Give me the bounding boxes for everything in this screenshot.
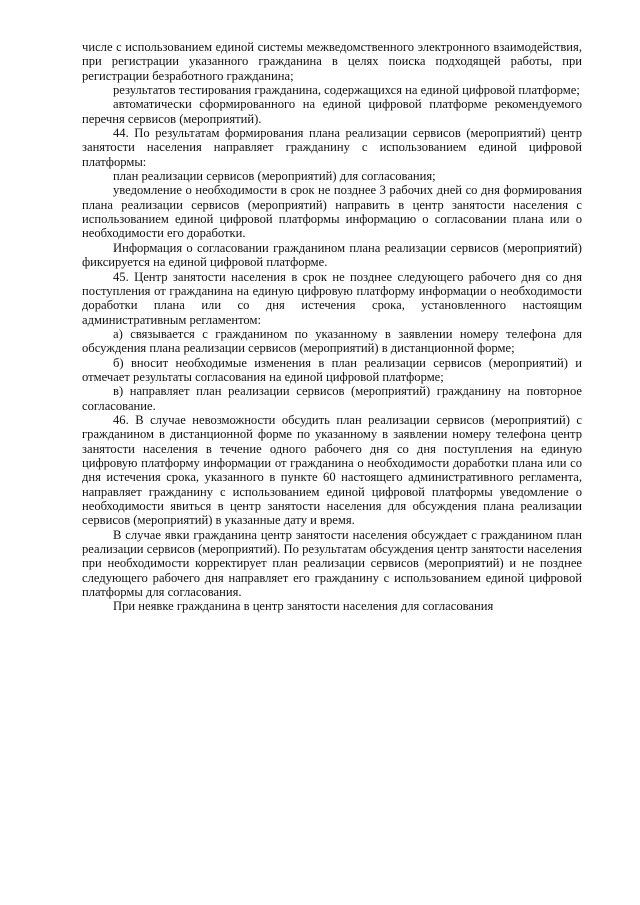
paragraph-in-person: В случае явки гражданина центр занятости населения обсуждает с гражданином план реализации сервисов (мероприятий). По результатам обсуждения центр занятости населения при необходимости корректирует план реализации сервисов (мероприятий) и не позднее следующего рабочего дня направляет его гражданину с использованием единой цифровой платформы для согласования. bbox=[82, 527, 582, 600]
paragraph-auto-list: автоматически сформированного на единой цифровой платформе рекомендуемого перечня сервисов (мероприятий). bbox=[82, 97, 582, 126]
paragraph-notification: уведомление о необходимости в срок не позднее 3 рабочих дней со дня формирования плана реализации сервисов (мероприятий) направить в центр занятости населения с использованием единой цифровой платформы информацию о согласовании плана или о необходимости его доработки. bbox=[82, 183, 582, 241]
paragraph-continuation: числе с использованием единой системы межведомственного электронного взаимодействия, при регистрации указанного гражданина в целях поиска подходящей работы, при регистрации безработного гражданина; bbox=[82, 40, 582, 83]
paragraph-testing-results: результатов тестирования гражданина, содержащихся на единой цифровой платформе; bbox=[113, 83, 580, 98]
paragraph-item-45-a: а) связывается с гражданином по указанному в заявлении номеру телефона для обсуждения плана реализации сервисов (мероприятий) в дистанционной форме; bbox=[82, 326, 582, 356]
paragraph-item-45-c: в) направляет план реализации сервисов (мероприятий) гражданину на повторное согласование. bbox=[82, 384, 582, 413]
paragraph-item-44: 44. По результатам формирования плана реализации сервисов (мероприятий) центр занятости населения направляет гражданину с использованием единой цифровой платформы: bbox=[82, 126, 582, 169]
paragraph-item-46: 46. В случае невозможности обсудить план реализации сервисов (мероприятий) с гражданином в дистанционной форме по указанному в заявлении номеру телефона центр занятости населения в течение одного рабочего дня со дня поступления на единую цифровую платформу информации от гражданина о необходимости доработки плана или со дня истечения срока, указанного в пункте 60 настоящего административного регламента, направляет гражданину с использованием единой цифровой платформы уведомление о необходимости явиться в центр занятости населения для обсуждения плана реализации сервисов (мероприятий) в указанные дату и время. bbox=[82, 412, 582, 528]
document-body bbox=[82, 40, 582, 614]
paragraph-plan-for-approval: план реализации сервисов (мероприятий) для согласования; bbox=[113, 169, 436, 184]
paragraph-no-show: При неявке гражданина в центр занятости населения для согласования bbox=[113, 599, 494, 614]
paragraph-item-45-b: б) вносит необходимые изменения в план реализации сервисов (мероприятий) и отмечает результаты согласования на единой цифровой платформе; bbox=[82, 355, 582, 384]
paragraph-approval-recorded: Информация о согласовании гражданином плана реализации сервисов (мероприятий) фиксируется на единой цифровой платформе. bbox=[82, 240, 582, 270]
paragraph-item-45: 45. Центр занятости населения в срок не позднее следующего рабочего дня со дня поступления от гражданина на единую цифровую платформу информации о необходимости доработки плана или со дня истечения срока, установленного настоящим административным регламентом: bbox=[82, 269, 582, 327]
